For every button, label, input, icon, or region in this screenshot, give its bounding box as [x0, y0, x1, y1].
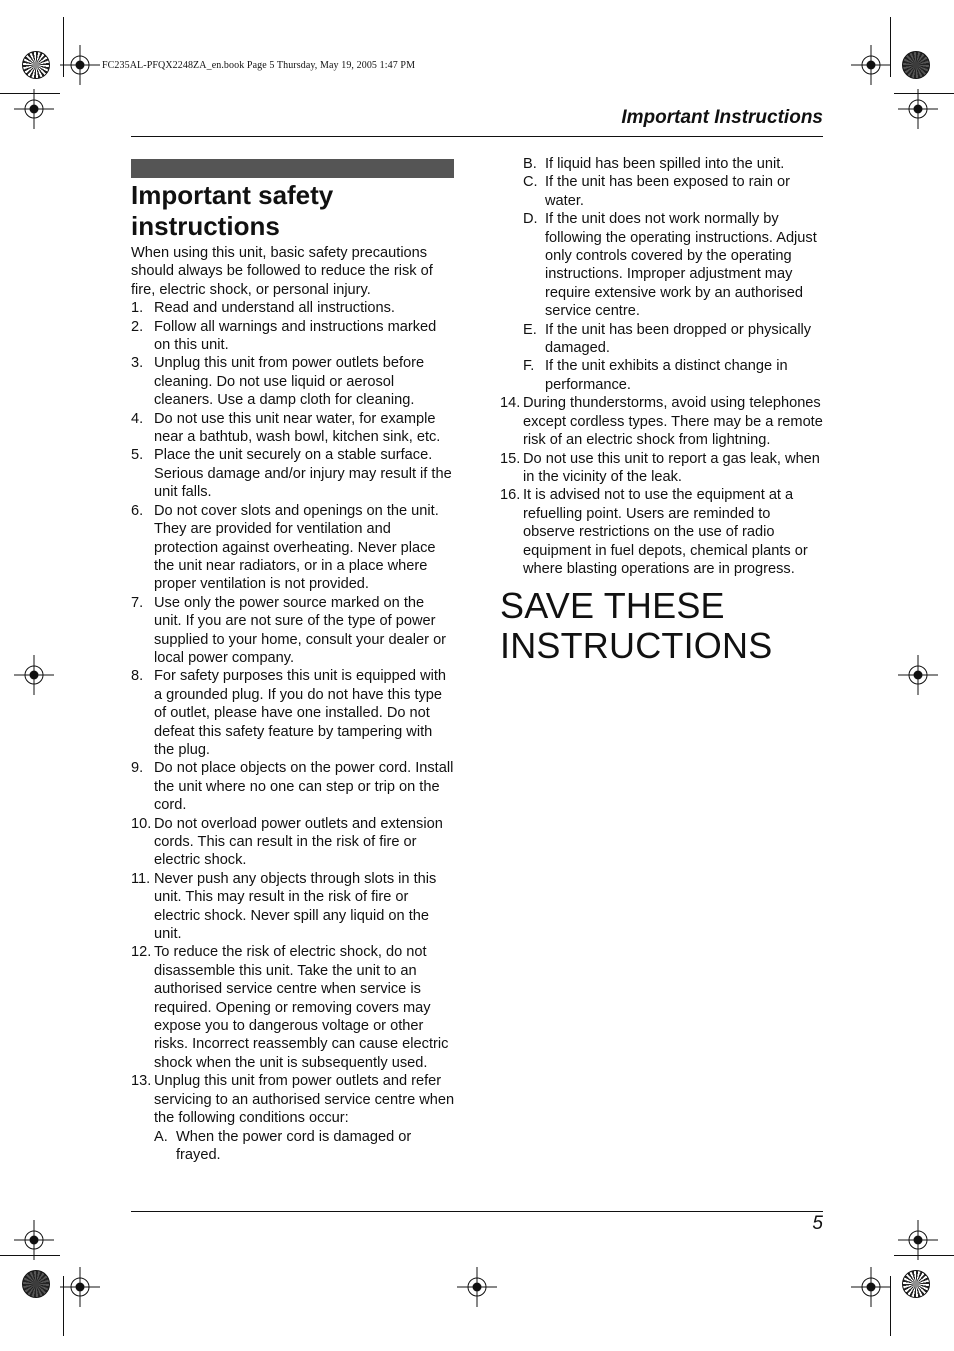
intro-paragraph: When using this unit, basic safety precautions should always be followed to reduce the risk of fire, electric shock, or personal injury.	[131, 245, 433, 298]
right-column	[500, 155, 826, 666]
sub-list-item: B. If liquid has been spilled into the unit.	[523, 156, 785, 172]
list-item: 1. Read and understand all instructions.	[131, 300, 395, 317]
registration-mark-icon	[898, 89, 938, 129]
section-title: Important safety instructions	[131, 180, 334, 241]
sub-list-item: C. If the unit has been exposed to rain or water.	[523, 174, 791, 209]
list-item: 14. During thunderstorms, avoid using telephones except cordless types. There may be a remote risk of an electric shock from lightning.	[500, 395, 823, 449]
list-item: 8. For safety purposes this unit is equipped with a grounded plug. If you do not have this type of outlet, please have one installed. Do not defeat this safety feature by tampering with the plug.	[131, 668, 447, 758]
list-item: 16. It is advised not to use the equipment at a refuelling point. Users are reminded to observe restrictions on the use of radio equipment in fuel depots, chemical plants or where blasting operations are in progress.	[500, 487, 808, 577]
list-item: 12. To reduce the risk of electric shock, do not disassemble this unit. Take the unit to an authorised service centre when service is required. Opening or removing covers may expose you to dangerous voltage or other risks. Incorrect reassembly can cause electric shock when the unit is subsequently used.	[131, 944, 449, 1071]
registration-mark-icon	[457, 1267, 497, 1307]
save-instructions-heading: SAVE THESE INSTRUCTIONS	[500, 585, 773, 667]
list-item: 11. Never push any objects through slots in this unit. This may result in the risk of fire or electric shock. Never spill any liquid on the unit.	[131, 870, 437, 943]
sub-list-item: A. When the power cord is damaged or frayed.	[154, 1128, 412, 1163]
list-item: 13. Unplug this unit from power outlets and refer servicing to an authorised service centre when the following conditions occur:	[131, 1073, 455, 1127]
list-item: 4. Do not use this unit near water, for example near a bathtub, wash bowl, kitchen sink, etc.	[131, 410, 441, 446]
registration-mark-icon	[851, 1267, 891, 1307]
running-head: Important Instructions	[621, 107, 823, 128]
registration-mark-icon	[898, 655, 938, 695]
registration-mark-icon	[851, 45, 891, 85]
header-rule	[131, 136, 823, 137]
color-bullseye-icon	[902, 51, 930, 79]
registration-mark-icon	[14, 1220, 54, 1260]
sub-list-item: D. If the unit does not work normally by following the operating instructions. Adjust only controls covered by the operating instructions. Improper adjustment may require extensive work by an authorised service centre.	[523, 211, 817, 320]
registration-mark-icon	[14, 655, 54, 695]
footer-rule	[131, 1211, 823, 1212]
list-item: 7. Use only the power source marked on the unit. If you are not sure of the type of power supplied to your home, consult your dealer or local power company.	[131, 594, 447, 666]
list-item: 9. Do not place objects on the power cord. Install the unit where no one can step or trip on the cord.	[131, 760, 454, 814]
list-item: 6. Do not cover slots and openings on the unit. They are provided for ventilation and protection against overheating. Never place the unit near radiators, or in a place where proper ventilation is not provided.	[131, 502, 439, 593]
page-number: 5	[812, 1213, 823, 1234]
left-column	[131, 244, 455, 1164]
color-bullseye-icon	[902, 1270, 930, 1298]
sub-list-item: E. If the unit has been dropped or physically damaged.	[523, 321, 812, 357]
list-item: 2. Follow all warnings and instructions marked on this unit.	[131, 318, 437, 354]
section-bar	[131, 159, 454, 178]
print-info-line: FC235AL-PFQX2248ZA_en.book Page 5 Thursday, May 19, 2005 1:47 PM	[102, 60, 416, 71]
color-bullseye-icon	[22, 51, 50, 79]
list-item: 5. Place the unit securely on a stable surface. Serious damage and/or injury may result if the unit falls.	[131, 447, 452, 501]
list-item: 10. Do not overload power outlets and extension cords. This can result in the risk of fire or electric shock.	[131, 815, 443, 869]
list-item: 15. Do not use this unit to report a gas leak, when in the vicinity of the leak.	[500, 450, 820, 485]
registration-mark-icon	[60, 45, 100, 85]
registration-mark-icon	[898, 1220, 938, 1260]
list-item: 3. Unplug this unit from power outlets before cleaning. Do not use liquid or aerosol cleaners. Use a damp cloth for cleaning.	[131, 355, 425, 409]
registration-mark-icon	[14, 89, 54, 129]
color-bullseye-icon	[22, 1270, 50, 1298]
sub-list-item: F. If the unit exhibits a distinct change in performance.	[523, 358, 788, 393]
registration-mark-icon	[60, 1267, 100, 1307]
